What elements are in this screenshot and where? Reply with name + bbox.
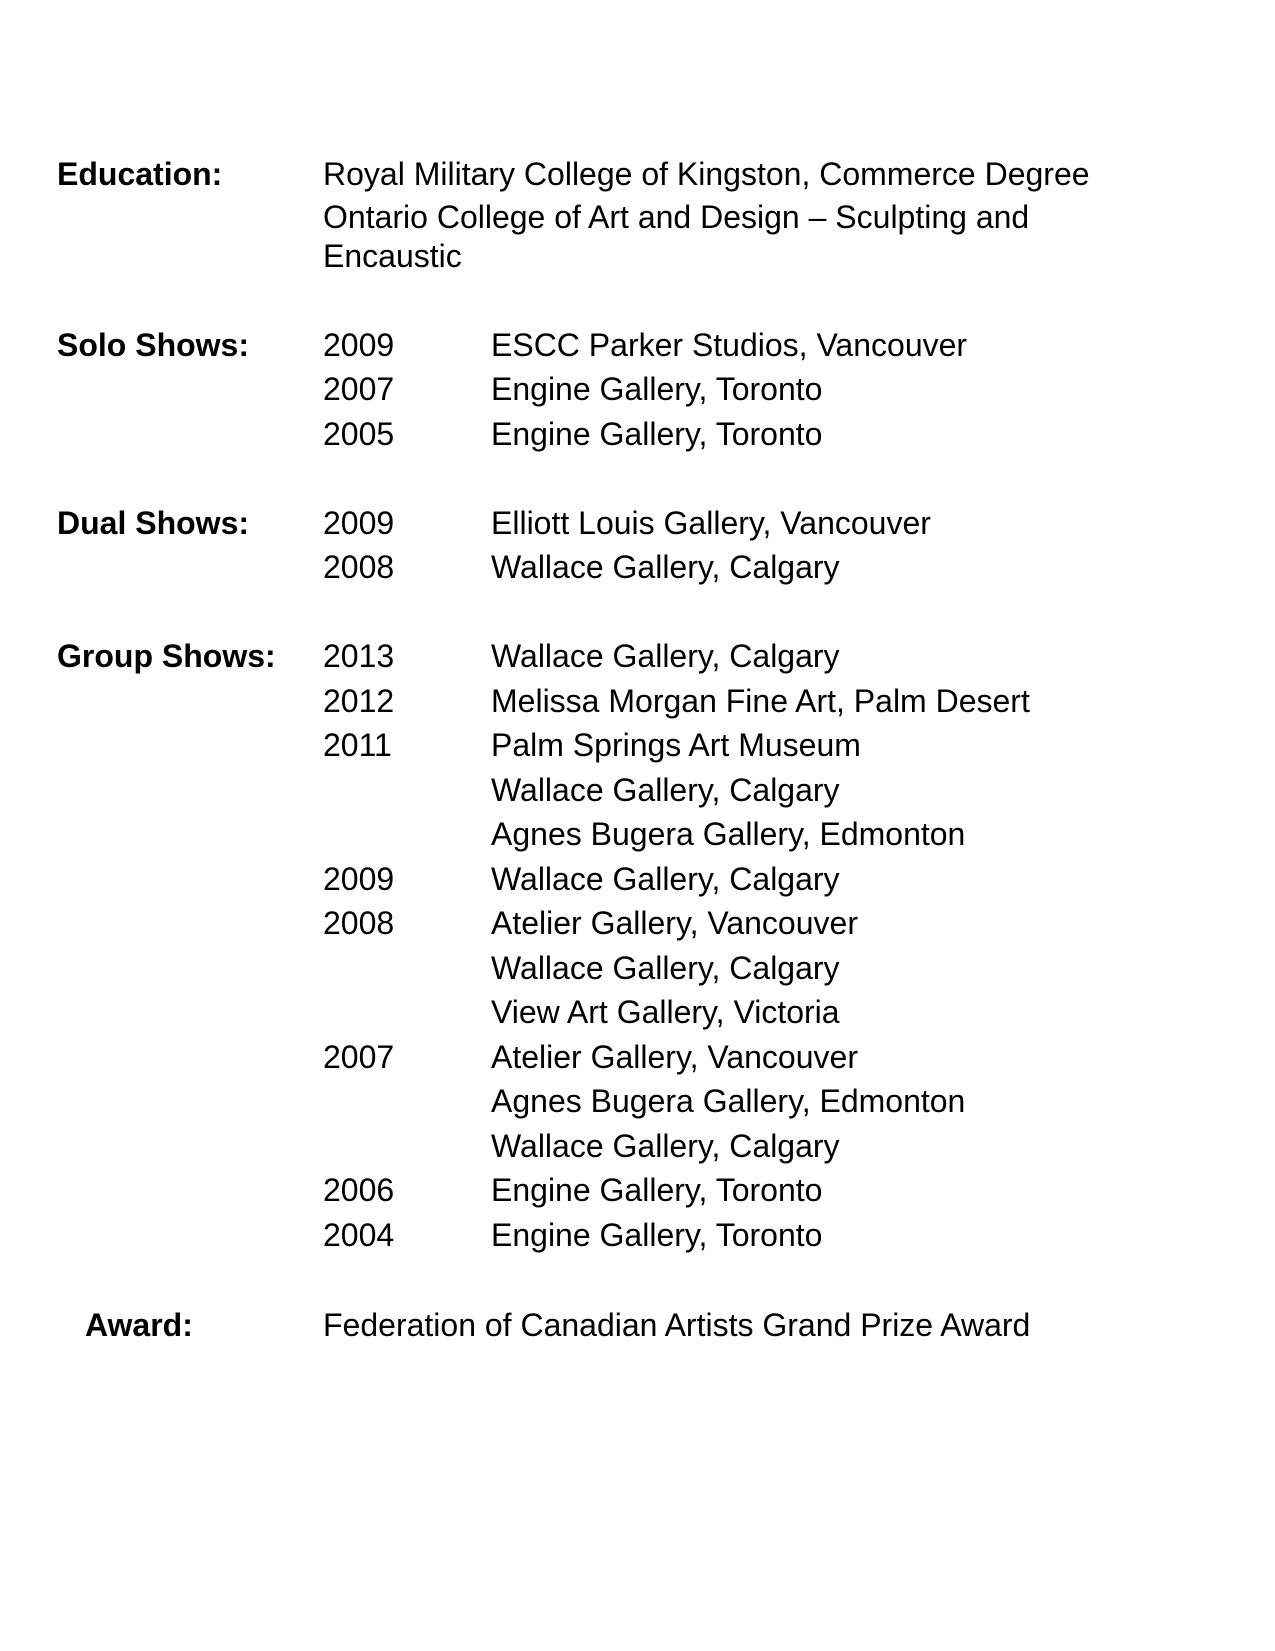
education-line: Royal Military College of Kingston, Commerce Degree — [323, 156, 1090, 192]
group-year: 2012 — [323, 683, 395, 719]
group-venue: Atelier Gallery, Vancouver — [491, 1039, 858, 1075]
solo-venue: Engine Gallery, Toronto — [491, 371, 823, 407]
education-label: Education: — [57, 156, 223, 192]
group-venue: Engine Gallery, Toronto — [491, 1217, 823, 1253]
group-venue: Wallace Gallery, Calgary — [491, 861, 840, 897]
dual-year: 2009 — [323, 505, 395, 541]
group-year: 2008 — [323, 905, 395, 941]
dual-venue: Wallace Gallery, Calgary — [491, 549, 840, 585]
solo-venue: Engine Gallery, Toronto — [491, 416, 823, 452]
dual-venue: Elliott Louis Gallery, Vancouver — [491, 505, 931, 541]
group-year: 2004 — [323, 1217, 395, 1253]
group-venue: Melissa Morgan Fine Art, Palm Desert — [491, 683, 1030, 719]
group-venue: View Art Gallery, Victoria — [491, 994, 840, 1030]
group-year: 2006 — [323, 1172, 395, 1208]
group-venue: Wallace Gallery, Calgary — [491, 1128, 840, 1164]
award-label: Award: — [85, 1307, 193, 1343]
education-line: Encaustic — [323, 238, 462, 274]
group-venue: Wallace Gallery, Calgary — [491, 950, 840, 986]
solo-year: 2009 — [323, 327, 395, 363]
group-venue: Engine Gallery, Toronto — [491, 1172, 823, 1208]
award-text: Federation of Canadian Artists Grand Prize Award — [323, 1307, 1031, 1343]
solo-year: 2005 — [323, 416, 395, 452]
group-venue: Wallace Gallery, Calgary — [491, 772, 840, 808]
group-venue: Palm Springs Art Museum — [491, 727, 861, 763]
solo-venue: ESCC Parker Studios, Vancouver — [491, 327, 968, 363]
dual-year: 2008 — [323, 549, 395, 585]
group-venue: Agnes Bugera Gallery, Edmonton — [491, 816, 966, 852]
solo-shows-label: Solo Shows: — [57, 327, 249, 363]
group-year: 2009 — [323, 861, 395, 897]
dual-shows-label: Dual Shows: — [57, 505, 250, 541]
solo-year: 2007 — [323, 371, 395, 407]
group-venue: Atelier Gallery, Vancouver — [491, 905, 858, 941]
group-year: 2013 — [323, 638, 395, 674]
group-venue: Wallace Gallery, Calgary — [491, 638, 840, 674]
education-line: Ontario College of Art and Design – Sculpting and — [323, 199, 1030, 235]
group-venue: Agnes Bugera Gallery, Edmonton — [491, 1083, 966, 1119]
group-shows-label: Group Shows: — [57, 638, 276, 674]
group-year: 2011 — [323, 727, 392, 763]
group-year: 2007 — [323, 1039, 395, 1075]
